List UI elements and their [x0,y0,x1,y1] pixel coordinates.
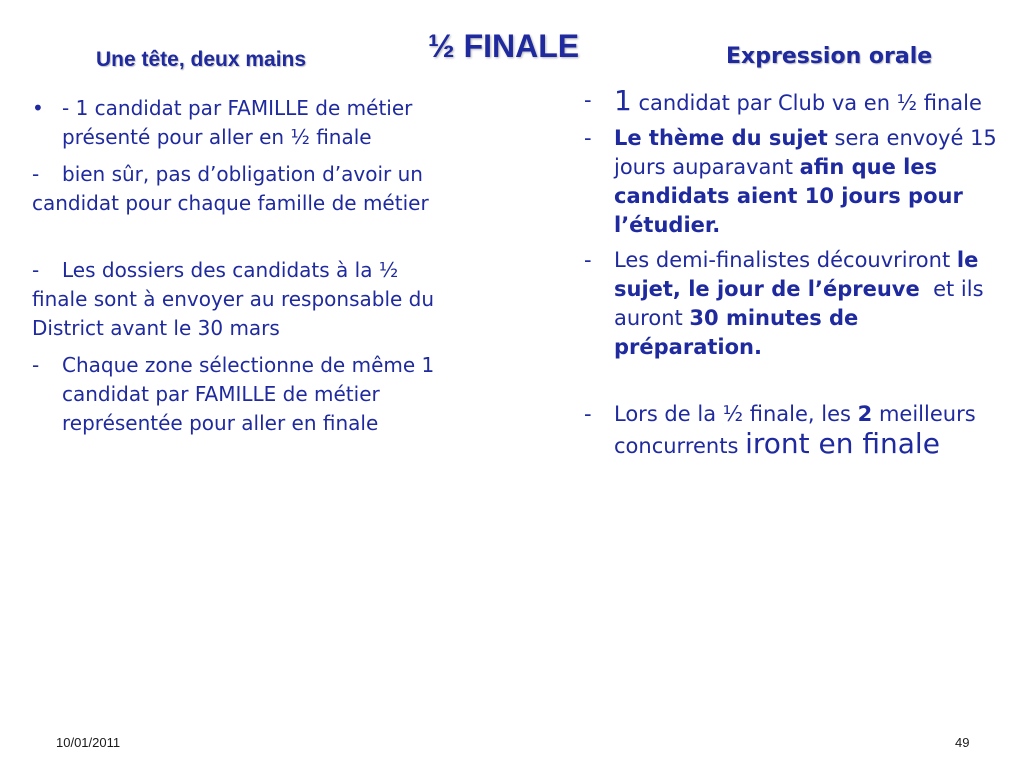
right-item-4 [582,400,1012,461]
dash-mark: - [584,88,592,112]
left-item-2-text: bien sûr, pas d’obligation d’avoir un candidat pour chaque famille de métier [32,162,429,215]
left-item-4 [32,351,454,438]
dash-mark: - [584,248,592,272]
left-column [32,94,454,438]
slide-title: ½ FINALE [428,28,580,64]
left-item-4-text: Chaque zone sélectionne de même 1 candidat par FAMILLE de métier représentée pour aller en finale [62,353,435,435]
left-item-1-text: - 1 candidat par FAMILLE de métier présenté pour aller en ½ finale [62,96,413,149]
bullet-mark: • [32,96,44,120]
right-item-2-bold-1: Le thème du sujet [614,126,828,150]
dash-mark: - [32,258,40,282]
left-item-3 [32,256,454,343]
left-item-1 [32,94,454,152]
right-item-1-text: candidat par Club va en ½ finale [631,91,982,115]
dash-mark: - [32,353,40,377]
right-item-3 [582,246,1012,362]
right-item-2 [582,124,1012,240]
right-item-3-text-2: et ils auront [614,277,991,330]
right-item-4-text-1: Lors de la ½ finale, les [614,402,858,426]
right-item-4-bold-1: 2 [857,402,873,426]
right-item-4-text-2: meilleurs concurrents [614,402,976,458]
right-section-heading: Expression orale [726,44,933,69]
right-item-4-big: iront en finale [745,427,940,460]
right-item-2-bold-2: afin que les candidats aient 10 jours pour l’étudier. [614,155,963,237]
dash-mark: - [584,126,592,150]
left-section-heading: Une tête, deux mains [96,48,307,71]
dash-mark: - [32,162,40,186]
right-item-2-text-1: sera envoyé 15 jours auparavant [614,126,997,179]
right-item-3-text-1: Les demi-finalistes découvriront [614,248,957,272]
left-item-3-text: Les dossiers des candidats à la ½ finale sont à envoyer au responsable du District avant le 30 mars [32,258,435,340]
right-column [582,86,1012,461]
footer-date: 10/01/2011 [56,735,121,750]
right-item-1-number: 1 [614,84,632,117]
right-item-3-bold-2: 30 minutes de préparation. [614,306,859,359]
dash-mark: - [584,402,592,426]
right-item-1 [582,86,1012,118]
page-number: 49 [955,735,970,750]
right-item-3-bold-1: le sujet, le jour de l’épreuve [614,248,979,301]
left-item-2 [32,160,454,218]
